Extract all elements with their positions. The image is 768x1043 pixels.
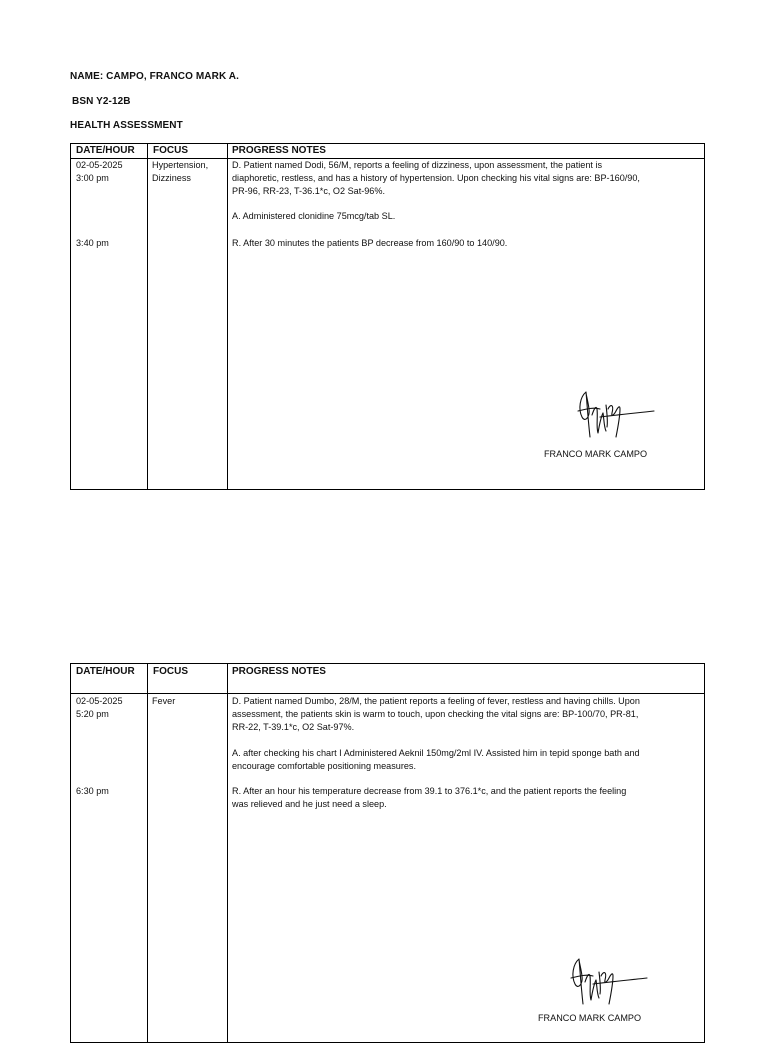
- note-action-line: A. after checking his chart I Administered Aeknil 150mg/2ml IV. Assisted him in tepid sponge bath and: [232, 748, 640, 758]
- column-divider: [227, 144, 228, 489]
- note-data-line: PR-96, RR-23, T-36.1*c, O2 Sat-96%.: [232, 186, 385, 196]
- note-data-line: D. Patient named Dodi, 56/M, reports a feeling of dizziness, upon assessment, the patient is: [232, 160, 603, 170]
- entry-focus: Hypertension,: [152, 160, 209, 170]
- note-action-line: A. Administered clonidine 75mcg/tab SL.: [232, 211, 396, 221]
- student-name: NAME: CAMPO, FRANCO MARK A.: [70, 71, 239, 82]
- entry-focus: Fever: [152, 696, 176, 706]
- column-header-focus: FOCUS: [153, 145, 188, 156]
- subject-title: HEALTH ASSESSMENT: [70, 120, 183, 131]
- column-divider: [147, 664, 148, 1042]
- note-action-line: encourage comfortable positioning measures.: [232, 761, 417, 771]
- entry-focus: Dizziness: [152, 173, 191, 183]
- column-header-focus: FOCUS: [153, 666, 188, 677]
- entry-date: 02-05-2025: [76, 696, 123, 706]
- signature-image: [556, 387, 656, 447]
- progress-notes-table: [70, 143, 705, 490]
- signature-image: [549, 954, 649, 1014]
- class-section: BSN Y2-12B: [72, 96, 131, 107]
- column-header-progress-notes: PROGRESS NOTES: [232, 666, 326, 677]
- note-data-line: diaphoretic, restless, and has a history of hypertension. Upon checking his vital signs are: BP-160/90,: [232, 173, 640, 183]
- entry-date: 02-05-2025: [76, 160, 123, 170]
- column-header-date-hour: DATE/HOUR: [76, 666, 135, 677]
- entry-time: 5:20 pm: [76, 709, 109, 719]
- note-data-line: D. Patient named Dumbo, 28/M, the patient reports a feeling of fever, restless and having chills. Upon: [232, 696, 640, 706]
- column-divider: [227, 664, 228, 1042]
- entry-time: 3:00 pm: [76, 173, 109, 183]
- progress-notes-table: [70, 663, 705, 1043]
- note-response-line: R. After an hour his temperature decrease from 39.1 to 376.1*c, and the patient reports the feeling: [232, 786, 627, 796]
- response-time: 6:30 pm: [76, 786, 109, 796]
- header-divider: [71, 693, 704, 694]
- note-response-line: R. After 30 minutes the patients BP decrease from 160/90 to 140/90.: [232, 238, 508, 248]
- note-data-line: RR-22, T-39.1*c, O2 Sat-97%.: [232, 722, 355, 732]
- column-divider: [147, 144, 148, 489]
- note-data-line: assessment, the patients skin is warm to touch, upon checking the vital signs are: BP-100/70, PR-81,: [232, 709, 639, 719]
- signature-name: FRANCO MARK CAMPO: [538, 1013, 642, 1023]
- column-header-date-hour: DATE/HOUR: [76, 145, 135, 156]
- column-header-progress-notes: PROGRESS NOTES: [232, 145, 326, 156]
- note-response-line: was relieved and he just need a sleep.: [232, 799, 387, 809]
- signature-name: FRANCO MARK CAMPO: [544, 449, 648, 459]
- response-time: 3:40 pm: [76, 238, 109, 248]
